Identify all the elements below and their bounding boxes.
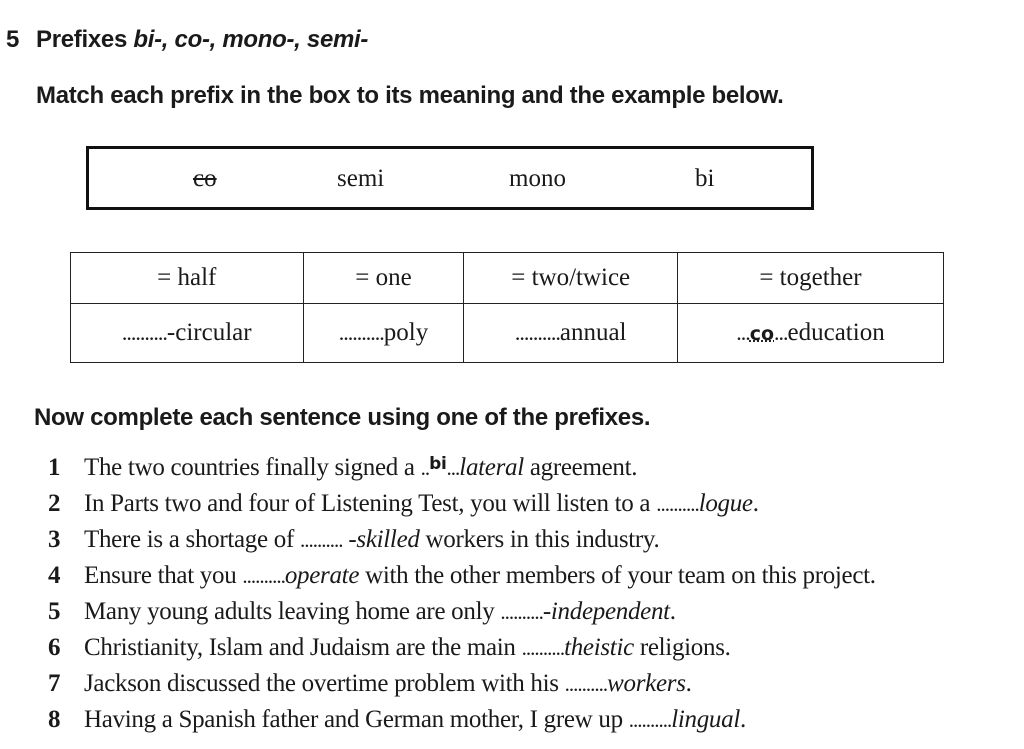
meaning-cell: = half [71, 253, 304, 304]
sentence-text-after: . [739, 706, 746, 733]
sentence-list [48, 446, 876, 734]
exercise-title: Prefixes [36, 26, 134, 53]
exercise-number: 5 [6, 26, 20, 53]
match-table [70, 252, 944, 363]
answer-blank[interactable]: .......... [521, 636, 565, 660]
sentence-text-after: agreement. [523, 454, 638, 481]
sentence-text-before: The two countries finally signed a [84, 454, 421, 481]
sentence-target-word: lingual [671, 706, 740, 733]
sentence-text-before: In Parts two and four of Listening Test, you will listen to a [84, 490, 657, 517]
sentence-text-before: Many young adults leaving home are only [84, 598, 501, 625]
prefix-word-semi: semi [337, 165, 385, 192]
sentence-target-word: operate [284, 562, 360, 589]
answer-blank[interactable]: .......... [500, 600, 543, 624]
sentence-text-before: Ensure that you [84, 562, 243, 589]
answer-blank[interactable]: .......... [656, 492, 699, 516]
examples-row [71, 304, 944, 363]
example-cell[interactable] [464, 304, 677, 363]
answer-blank[interactable]: .. [420, 456, 430, 480]
sentence-target-word: workers [607, 670, 686, 697]
sentence-number: 2 [48, 490, 61, 517]
answer-blank[interactable]: .......... [514, 320, 560, 345]
sentence-number: 4 [48, 562, 61, 589]
sentence-text-before: Christianity, Islam and Judaism are the main [84, 634, 522, 661]
sentence-number: 6 [48, 634, 61, 661]
answer-blank-after: ... [774, 320, 788, 345]
sentence-number: 8 [48, 706, 61, 733]
sentence-item [48, 446, 876, 482]
meaning-cell: = together [677, 253, 943, 304]
sentence-text-after: with the other members of your team on this project. [359, 562, 876, 589]
sentence-number: 7 [48, 670, 61, 697]
sentence-item [48, 518, 876, 554]
prefix-word-co: co [193, 165, 217, 192]
sentence-item [48, 698, 876, 734]
sentence-target-word: lateral [459, 454, 524, 481]
sentence-text-before: Jackson discussed the overtime problem with his [84, 670, 565, 697]
meaning-cell: = two/twice [464, 253, 677, 304]
prefix-word-mono: mono [509, 165, 566, 192]
handwritten-answer: co [749, 323, 775, 345]
answer-blank-after: ... [446, 456, 460, 480]
sentence-item [48, 662, 876, 698]
handwritten-answer: bi [429, 454, 447, 474]
sentence-text-before: Having a Spanish father and German mother, I grew up [84, 706, 629, 733]
sentence-text-after: . [752, 490, 759, 517]
meaning-cell: = one [303, 253, 464, 304]
example-cell[interactable] [71, 304, 304, 363]
sentence-item [48, 482, 876, 518]
sentence-text-after: religions. [633, 634, 731, 661]
sentence-item [48, 554, 876, 590]
example-suffix: education [787, 319, 885, 346]
answer-blank[interactable]: ... [736, 320, 750, 345]
sentence-number: 3 [48, 526, 61, 553]
prefix-box [86, 146, 814, 210]
sentence-text-after: . [669, 598, 676, 625]
sentence-item [48, 590, 876, 626]
meanings-row [71, 253, 944, 304]
sentence-number: 1 [48, 454, 61, 481]
answer-blank[interactable]: .......... [121, 320, 167, 345]
example-suffix: -circular [166, 319, 252, 346]
sentence-text-before: There is a shortage of [84, 526, 300, 553]
sentence-text-after: workers in this industry. [419, 526, 660, 553]
prefix-word-bi: bi [695, 165, 715, 192]
answer-blank[interactable]: .......... [628, 708, 672, 732]
sentence-target-word: -skilled [342, 526, 420, 553]
answer-blank[interactable]: .......... [242, 564, 285, 588]
sentence-target-word: -independent [542, 598, 670, 625]
answer-blank[interactable]: .......... [338, 320, 384, 345]
example-suffix: annual [559, 319, 627, 346]
instruction-match: Match each prefix in the box to its meaning and the example below. [36, 82, 784, 109]
sentence-text-after: . [685, 670, 692, 697]
sentence-target-word: theistic [564, 634, 634, 661]
example-cell[interactable] [677, 304, 943, 363]
example-suffix: poly [383, 319, 429, 346]
exercise-title-items: bi-, co-, mono-, semi- [133, 26, 369, 53]
sentence-number: 5 [48, 598, 61, 625]
sentence-item [48, 626, 876, 662]
sentence-target-word: logue [698, 490, 753, 517]
exercise-heading [6, 26, 368, 54]
answer-blank[interactable]: .......... [299, 528, 343, 552]
answer-blank[interactable]: .......... [564, 672, 608, 696]
example-cell[interactable] [303, 304, 464, 363]
instruction-complete: Now complete each sentence using one of the prefixes. [34, 404, 651, 431]
